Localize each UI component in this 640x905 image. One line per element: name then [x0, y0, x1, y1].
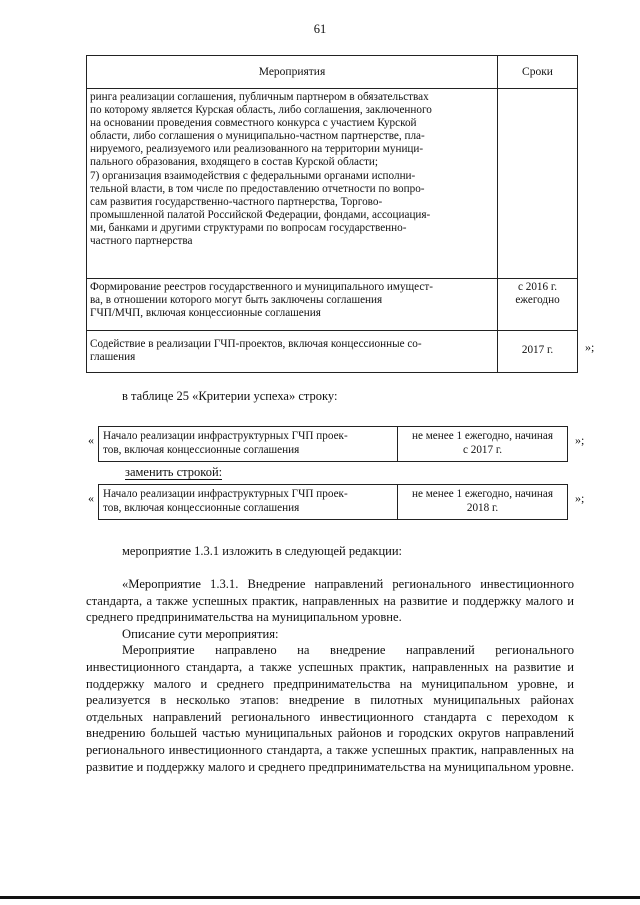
value-line: с 2017 г. — [462, 443, 503, 456]
row-3-term — [498, 331, 578, 373]
text-line: 7) организация взаимодействия с федеральными органами исполни- — [90, 169, 416, 182]
text-line: ми, банками и другими структурами по вопросам государственно- — [90, 221, 407, 234]
text-line: Начало реализации инфраструктурных ГЧП проек- — [103, 430, 348, 442]
open-quote: « — [88, 433, 94, 447]
table-row — [87, 279, 578, 331]
paragraph: Описание сути мероприятия: — [122, 626, 279, 641]
row-1-event — [87, 89, 498, 279]
row-3-event — [87, 331, 498, 373]
text-line: тов, включая концессионные соглашения — [103, 501, 300, 514]
page-number: 61 — [313, 22, 327, 36]
text-line: нируемого, реализуемого или реализованного на территории муници- — [90, 143, 424, 156]
text-line: ва, в отношении которого могут быть заключены соглашения — [90, 294, 383, 307]
paragraph: Мероприятие направлено на внедрение направлений регионального инвестиционного стандарта, а также успешных практик, направленных на развитие и поддержку малого и среднего предпринимательства на муниципальном уровне, и реализуется в несколько этапов: внедрение в пилотных муниципальных районах отдельных направлений регионального инвестиционного стандарта с переходом к внедрению большей частью муниципальных районов и городских округов направлений регионального инвестиционного стандарта, а также успешных практик, направленных на развитие и поддержку малого и среднего предпринимательства на муниципальном уровне. — [86, 643, 574, 774]
table-row — [87, 89, 578, 279]
text-line: сам развития государственно-частного партнерства, Торгово- — [90, 195, 383, 208]
header-terms: Сроки — [498, 56, 578, 89]
criteria-new-table — [98, 484, 568, 520]
value-line: 2018 г. — [466, 501, 499, 514]
text-line: Содействие в реализации ГЧП-проектов, включая концессионные со- — [90, 337, 422, 350]
text-line: тов, включая концессионные соглашения — [103, 443, 300, 456]
criteria-old-table — [98, 426, 568, 462]
text-line: глашения — [90, 351, 136, 363]
text-line: Формирование реестров государственного и муниципального имущест- — [90, 281, 433, 293]
replace-label — [125, 465, 222, 480]
measures-table — [86, 55, 578, 373]
table-header-row — [87, 56, 578, 89]
text-line: тельной власти, в том числе по предоставлению отчетности по вопро- — [90, 182, 425, 195]
term-line: ежегодно — [515, 294, 560, 307]
criteria-old-text — [99, 427, 398, 462]
row-2-term — [498, 279, 578, 331]
row-2-event — [87, 279, 498, 331]
term-line: 2017 г. — [521, 344, 554, 357]
table-row — [87, 331, 578, 373]
table-row — [99, 485, 568, 520]
text-line: области, либо соглашения о муниципально-частном партнерстве, пла- — [90, 130, 425, 143]
term-line: с 2016 г. — [517, 281, 558, 293]
text-line: Начало реализации инфраструктурных ГЧП проек- — [103, 488, 348, 500]
text-line: пального образования, входящего в состав Курской области; — [90, 156, 378, 169]
measure-line: мероприятие 1.3.1 изложить в следующей редакции: — [122, 544, 402, 558]
criteria-new-value — [398, 485, 568, 520]
intro-line: в таблице 25 «Критерии успеха» строку: — [122, 389, 338, 403]
value-line: не менее 1 ежегодно, начиная — [411, 430, 554, 442]
page-bottom-rule — [0, 896, 640, 899]
value-line: не менее 1 ежегодно, начиная — [411, 488, 554, 500]
text-line: на основании проведения совместного конкурса с участием Курской — [90, 117, 417, 130]
text-line: промышленной палатой Российской Федерации, фондами, ассоциация- — [90, 208, 431, 221]
measure-description — [86, 576, 574, 775]
row-1-term — [498, 89, 578, 279]
replace-label-text: заменить строкой: — [125, 465, 223, 479]
text-line: частного партнерства — [90, 235, 193, 248]
table-row — [99, 427, 568, 462]
criteria-new-text — [99, 485, 398, 520]
paragraph: «Мероприятие 1.3.1. Внедрение направлений регионального инвестиционного стандарта, а также успешных практик, направленных на развитие и поддержку малого и среднего предпринимательства на муниципальном уровне. — [86, 577, 574, 625]
text-line: по которому является Курская область, либо соглашения, заключенного — [90, 104, 432, 117]
text-line: ГЧП/МЧП, включая концессионные соглашения — [90, 307, 321, 320]
criteria-old-value — [398, 427, 568, 462]
close-quote: »; — [575, 491, 585, 505]
close-quote: »; — [575, 433, 585, 447]
header-events: Мероприятия — [87, 56, 498, 89]
table-closing-quote: »; — [585, 340, 595, 354]
text-line: ринга реализации соглашения, публичным партнером в обязательствах — [90, 91, 429, 103]
open-quote: « — [88, 491, 94, 505]
